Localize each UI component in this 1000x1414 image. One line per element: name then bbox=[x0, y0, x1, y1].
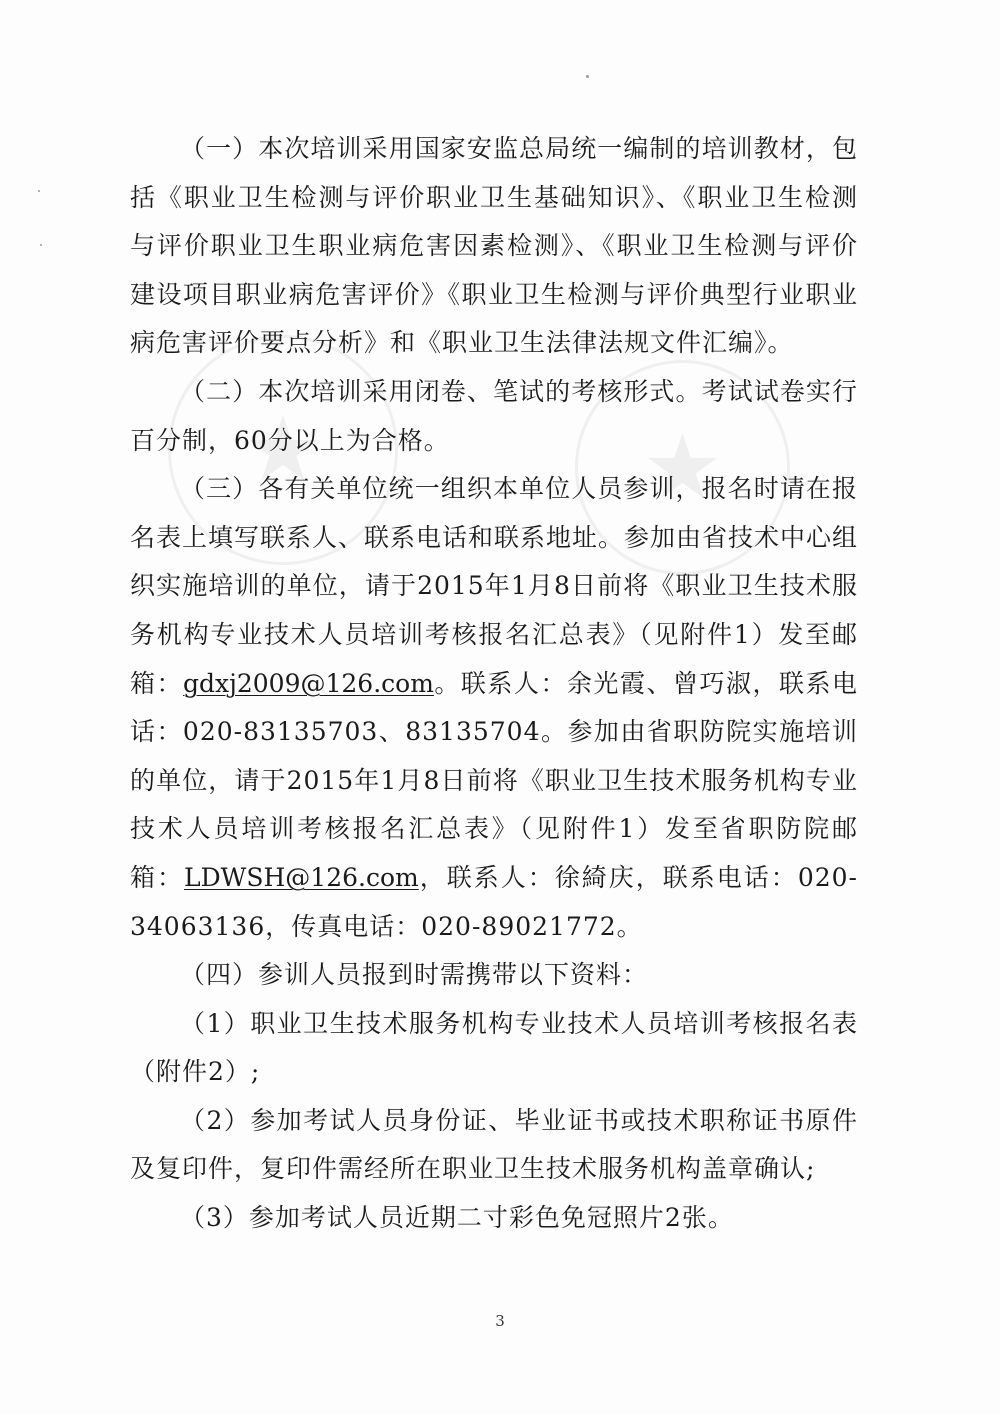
paragraph-text: （1）职业卫生技术服务机构专业技术人员培训考核报名表（附件2）; bbox=[130, 1008, 858, 1087]
paragraph-text: （三）各有关单位统一组织本单位人员参训，报名时请在报名表上填写联系人、联系电话和联系地址。参加由省技术中心组织实施培训的单位，请于2015年1月8日前将《职业卫生技术服务机构专业技术人员培训考核报名汇总表》（见附件1）发至邮箱： bbox=[130, 474, 859, 698]
seal-star-icon: ★ bbox=[642, 414, 723, 520]
scan-speck bbox=[38, 190, 40, 192]
paragraph-text: （2）参加考试人员身份证、毕业证书或技术职称证书原件及复印件，复印件需经所在职业卫生技术服务机构盖章确认; bbox=[130, 1105, 858, 1184]
paragraph-text: （二）本次培训采用闭卷、笔试的考核形式。考试试卷实行百分制，60分以上为合格。 bbox=[130, 376, 858, 455]
paragraph-registration bbox=[130, 465, 858, 951]
paragraph-text: （四）参训人员报到时需携带以下资料： bbox=[180, 960, 649, 990]
paragraph-text: 。联系人：余光霞、曾巧淑，联系电话：020-83135703、83135704。参加由省职防院实施培训的单位，请于2015年1月8日前将《职业卫生技术服务机构专业技术人员培训考核报名汇总表》（见附件1）发至省职防院邮箱： bbox=[130, 668, 858, 892]
paragraph-item-3 bbox=[130, 1194, 858, 1243]
paragraph-text: ，联系人：徐綺庆，联系电话：020-34063136，传真电话：020-89021772。 bbox=[130, 862, 858, 941]
paragraph-training-materials bbox=[130, 125, 858, 368]
paragraph-exam-format bbox=[130, 368, 858, 465]
paragraph-required-materials bbox=[130, 951, 858, 1000]
paragraph-text: （一）本次培训采用国家安监总局统一编制的培训教材，包括《职业卫生检测与评价职业卫生基础知识》、《职业卫生检测与评价职业卫生职业病危害因素检测》、《职业卫生检测与评价建设项目职业病危害评价》《职业卫生检测与评价典型行业职业病危害评价要点分析》和《职业卫生法律法规文件汇编》。 bbox=[130, 134, 858, 358]
body-text bbox=[130, 125, 858, 1243]
email-link-occupational-hospital[interactable]: LDWSH@126.com bbox=[184, 862, 419, 892]
scan-speck bbox=[586, 75, 589, 78]
paragraph-text: （3）参加考试人员近期二寸彩色免冠照片2张。 bbox=[180, 1203, 734, 1233]
paragraph-item-2 bbox=[130, 1097, 858, 1194]
seal-star-icon: ★ bbox=[242, 397, 324, 502]
scan-speck bbox=[40, 244, 42, 246]
email-link-tech-center[interactable]: gdxj2009@126.com bbox=[183, 668, 434, 698]
paragraph-item-1 bbox=[130, 1000, 858, 1097]
page-number: 3 bbox=[495, 1312, 505, 1330]
